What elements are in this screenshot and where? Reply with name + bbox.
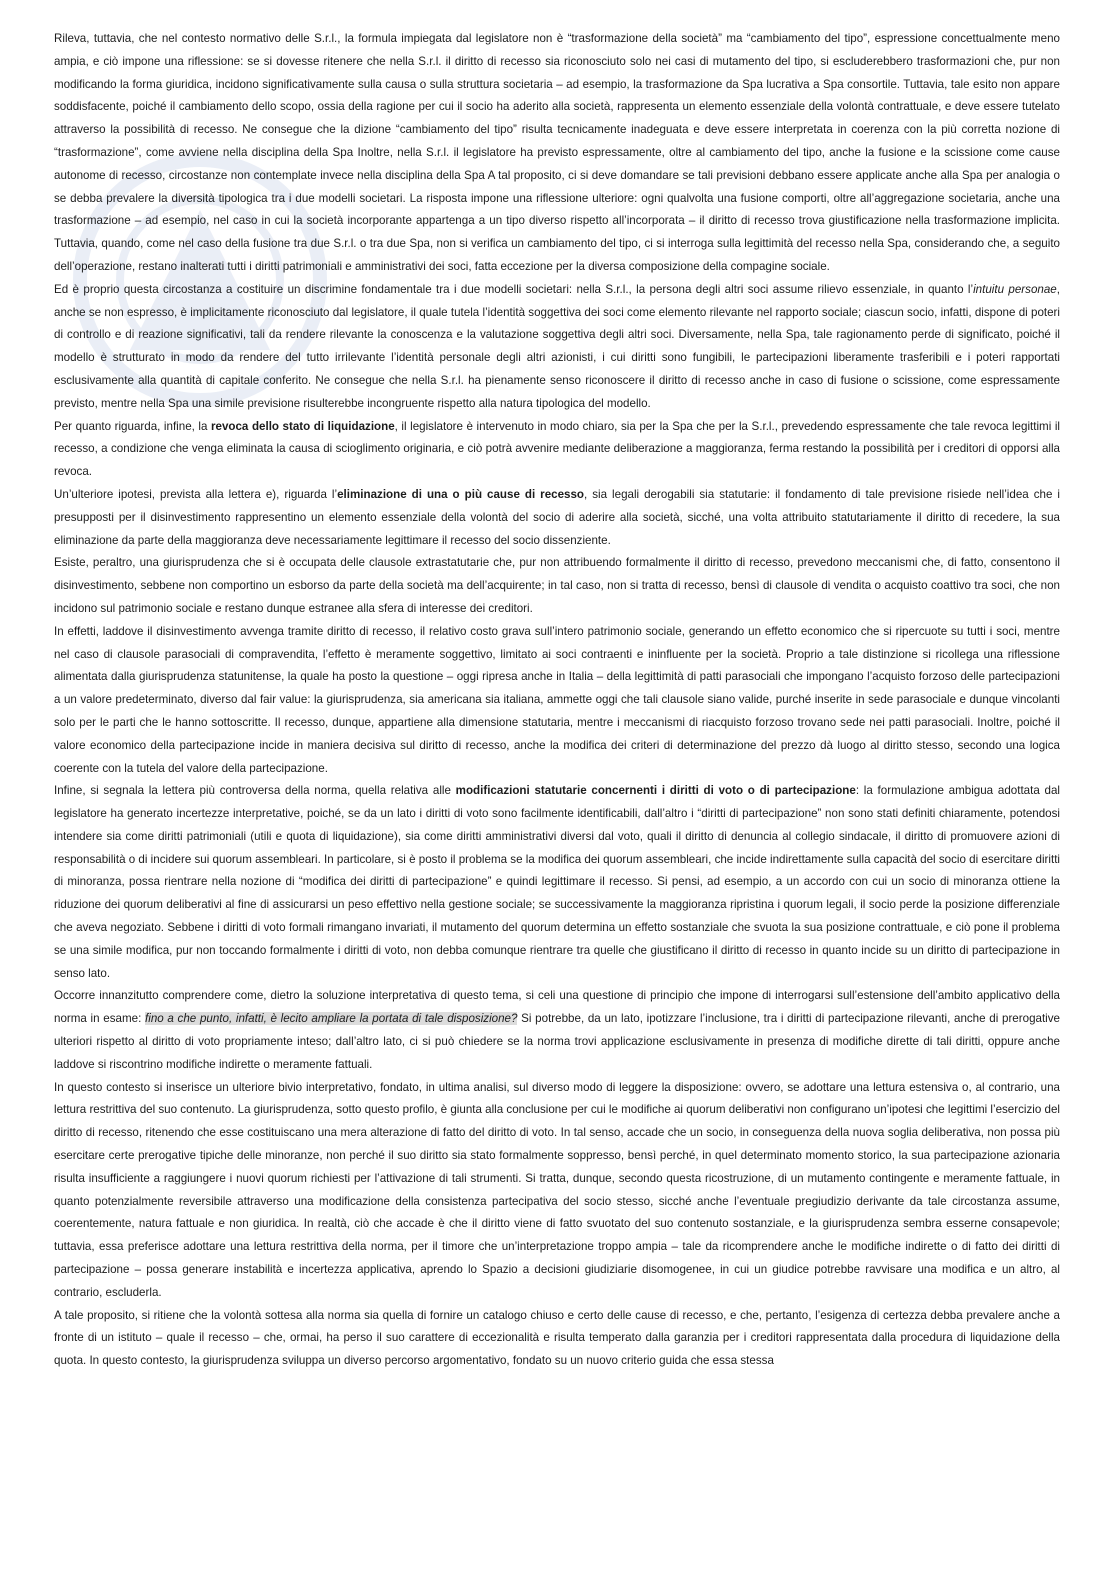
paragraph-8-text-a: Occorre innanzitutto comprendere come, dietro la soluzione interpretativa di questo tema, si celi una questione di principio che impone di interrogarsi sull’estensione dell’ambito applicativo della norma in esame:: [54, 989, 1060, 1026]
paragraph-4-text-a: Un’ulteriore ipotesi, prevista alla lettera e), riguarda l’: [54, 487, 338, 501]
paragraph-3-text-b: , il legislatore è intervenuto in modo chiaro, sia per la Spa che per la S.r.l., prevedendo espressamente che tale revoca legittimi il recesso, a condizione che venga eliminata la causa di scioglimento originaria, e ciò potrà avvenire mediante deliberazione a maggioranza, ferma restando la possibilità per i creditori di opporsi alla revoca.: [54, 419, 1060, 479]
document-body: [54, 28, 1060, 1373]
paragraph-6-text: In effetti, laddove il disinvestimento avvenga tramite diritto di recesso, il relativo costo grava sull’intero patrimonio sociale, generando un effetto economico che si ripercuote su tutti i soci, mentre nel caso di clausole parasociali di compravendita, l’effetto è meramente soggettivo, limitato ai soci contraenti e ininfluente per la società. Proprio a tale distinzione si ricollega una riflessione alimentata dalla giurisprudenza statunitense, la quale ha posto la questione – oggi ripresa anche in Italia – della legittimità di patti parasociali che impongano l’acquisto forzoso delle partecipazioni a un valore predeterminato, diverso dal fair value: la giurisprudenza, sia americana sia italiana, ammette oggi che tali clausole siano valide, purché inserite in sede parasociale e dunque vincolanti solo per le parti che le hanno sottoscritte. Il recesso, dunque, appartiene alla dimensione statutaria, mentre i meccanismi di riacquisto forzoso trovano sede nei patti parasociali. Inoltre, poiché il valore economico della partecipazione incide in maniera decisiva sul diritto di recesso, anche la modifica dei criteri di determinazione del prezzo dà luogo al diritto stesso, secondo una logica coerente con la tutela del valore della partecipazione.: [54, 624, 1060, 775]
eliminazione-cause-term: eliminazione di una o più cause di recesso: [337, 487, 585, 501]
paragraph-4-text-b: , sia legali derogabili sia statutarie: il fondamento di tale previsione risiede nell’idea che i presupposti per il disinvestimento rappresentino un elemento essenziale della volontà del socio di aderire alla società, sicché, una volta attribuito statutariamente il diritto di recedere, la sua eliminazione da parte della maggioranza deve necessariamente legittimare il recesso del socio dissenziente.: [54, 487, 1060, 547]
paragraph-1: [54, 28, 1060, 279]
paragraph-8: [54, 985, 1060, 1076]
modificazioni-statutarie-term: modificazioni statutarie concernenti i diritti di voto o di partecipazione: [455, 784, 856, 798]
paragraph-8-text-b: Si potrebbe, da un lato, ipotizzare l’inclusione, tra i diritti di partecipazione rilevanti, anche di prerogative ulteriori rispetto al diritto di voto propriamente inteso; dall’altro lato, ci si può chiedere se la norma trovi applicazione esclusivamente in presenza di modifiche dirette di tali diritti, oppure anche laddove si riscontrino modifiche indirette o meramente fattuali.: [54, 1012, 1061, 1071]
paragraph-7: [54, 780, 1060, 985]
paragraph-5-text: Esiste, peraltro, una giurisprudenza che si è occupata delle clausole extrastatutarie che, pur non attribuendo formalmente il diritto di recesso, prevedono meccanismi che, di fatto, consentono il disinvestimento, sebbene non comportino un esborso da parte della società ma dell’acquirente; in tal caso, non si tratta di recesso, bensì di clausole di vendita o acquisto coattivo tra soci, che non incidono sul patrimonio sociale e restano dunque estranee alla sfera di interesse dei creditori.: [54, 556, 1060, 615]
paragraph-1-text: Rileva, tuttavia, che nel contesto normativo delle S.r.l., la formula impiegata dal legislatore non è “trasformazione della società” ma “cambiamento del tipo”, espressione concettualmente meno ampia, e ciò impone una riflessione: se si dovesse ritenere che nella S.r.l. il diritto di recesso sia riconosciuto solo nei casi di mutamento del tipo, si escluderebbero trasformazioni che, pur non modificando la forma giuridica, incidono significativamente sulla causa o sulla struttura societaria – ad esempio, la trasformazione da Spa lucrativa a Spa consortile. Tuttavia, tale esito non appare soddisfacente, poiché il cambiamento dello scopo, ossia della ragione per cui il socio ha aderito alla società, rappresenta un elemento essenziale della volontà contrattuale, e deve essere tutelato attraverso la possibilità di recesso. Ne consegue che la dizione “cambiamento del tipo” risulta tecnicamente inadeguata e deve essere interpretata in coerenza con la più corretta nozione di “trasformazione”, come avviene nella disciplina della Spa Inoltre, nella S.r.l. il legislatore ha previsto espressamente, oltre al cambiamento del tipo, anche la fusione e la scissione come cause autonome di recesso, circostanze non contemplate invece nella disciplina della Spa A tal proposito, ci si deve domandare se tali previsioni debbano essere applicate anche alla Spa per analogia o se debba prevalere la diversità tipologica tra i due modelli societari. La risposta impone una riflessione ulteriore: ogni qualvolta una fusione comporti, oltre all’aggregazione societaria, anche una trasformazione – ad esempio, nel caso in cui la società incorporante appartenga a un tipo diverso rispetto all’incorporata – il diritto di recesso trova giustificazione nella trasformazione implicita. Tuttavia, quando, come nel caso della fusione tra due S.r.l. o tra due Spa, non si verifica un cambiamento del tipo, ci si interroga sulla legittimità del recesso nella Spa, considerando che, a seguito dell’operazione, restano inalterati tutti i diritti patrimoniali e amministrativi dei soci, fatta eccezione per la diversa composizione della compagine sociale.: [54, 32, 1060, 273]
paragraph-5: [54, 552, 1060, 620]
highlighted-question: fino a che punto, infatti, è lecito ampliare la portata di tale disposizione?: [145, 1012, 518, 1026]
paragraph-9: [54, 1077, 1060, 1305]
paragraph-2-text-a: Ed è proprio questa circostanza a costituire un discrimine fondamentale tra i due modelli societari: nella S.r.l., la persona degli altri soci assume rilievo essenziale, in quanto l’: [54, 282, 974, 296]
paragraph-6: [54, 621, 1060, 781]
paragraph-2: [54, 279, 1060, 416]
paragraph-3: [54, 416, 1060, 484]
paragraph-3-text-a: Per quanto riguarda, infine, la: [54, 419, 211, 433]
paragraph-4: [54, 484, 1060, 552]
paragraph-9-text: In questo contesto si inserisce un ulteriore bivio interpretativo, fondato, in ultima analisi, sul diverso modo di leggere la disposizione: ovvero, se adottare una lettura estensiva o, al contrario, una lettura restrittiva del suo contenuto. La giurisprudenza, sotto questo profilo, è giunta alla conclusione per cui le modifiche ai quorum deliberativi non configurano un’ipotesi che legittimi l’esercizio del diritto di recesso, ritenendo che esse costituiscano una mera alterazione di fatto del diritto di voto. In tal senso, accade che un socio, in conseguenza della nuova soglia deliberativa, non possa più esercitare certe prerogative tipiche delle minoranze, non perché il suo diritto sia stato formalmente soppresso, bensì perché, in quel determinato momento storico, la sua partecipazione azionaria risulta insufficiente a raggiungere i nuovi quorum richiesti per l’attivazione di tali strumenti. Si tratta, dunque, secondo questa ricostruzione, di un mutamento contingente e meramente fattuale, in quanto potenzialmente reversibile attraverso una modificazione della consistenza partecipativa del socio stesso, sicché anche l’eventuale pregiudizio derivante da tale circostanza assume, coerentemente, natura fattuale e non giuridica. In realtà, ciò che accade è che il diritto viene di fatto svuotato del suo contenuto sostanziale, e la giurisprudenza sembra esserne consapevole; tuttavia, essa preferisce adottare una lettura restrittiva della norma, per il timore che un’interpretazione troppo ampia – tale da ricomprendere anche le modifiche indirette o di fatto dei diritti di partecipazione – possa generare instabilità e incertezza applicativa, aprendo lo Spazio a decisioni giudiziarie disomogenee, in cui un giudice potrebbe ravvisare una modifica e un altro, al contrario, escluderla.: [54, 1080, 1061, 1299]
paragraph-2-text-b: , anche se non espresso, è implicitamente riconosciuto dal legislatore, il quale tutela l’identità soggettiva dei soci come elemento rilevante nel rapporto sociale; ciascun socio, infatti, dispone di poteri di controllo e di reazione significativi, tali da rendere rilevante la conoscenza e la valutazione soggettiva degli altri soci. Diversamente, nella Spa, tale ragionamento perde di significato, poiché il modello è strutturato in modo da rendere del tutto irrilevante l’identità personale degli altri azionisti, i cui diritti sono fungibili, le partecipazioni liberamente trasferibili e i poteri rapportati esclusivamente alla quantità di capitale conferito. Ne consegue che nella S.r.l. ha pienamente senso riconoscere il diritto di recesso anche in caso di fusione o scissione, come espressamente previsto, mentre nella Spa una simile previsione risulterebbe incongruente rispetto alla natura tipologica del modello.: [54, 282, 1060, 410]
paragraph-7-text-b: : la formulazione ambigua adottata dal legislatore ha generato incertezze interpretative, poiché, se da un lato i diritti di voto sono facilmente identificabili, dall’altro i “diritti di partecipazione” non sono stati definiti chiaramente, potendosi intendere sia come diritti patrimoniali (utili e quota di liquidazione), sia come diritti amministrativi diversi dal voto, quali il diritto di denuncia al collegio sindacale, il diritto di promuovere azioni di responsabilità o di incidere sui quorum assembleari. In particolare, si è posto il problema se la modifica dei quorum assembleari, che incide indirettamente sulla capacità del socio di esercitare diritti di minoranza, possa rientrare nella nozione di “modifica dei diritti di partecipazione” e quindi legittimare il recesso. Si pensi, ad esempio, a un accordo con cui un socio di minoranza ottiene la riduzione dei quorum deliberativi al fine di assicurarsi un peso effettivo nella gestione sociale; se successivamente la maggioranza ripristina i quorum legali, il socio perde la posizione differenziale che aveva negoziato. Sebbene i diritti di voto formali rimangano invariati, il mutamento del quorum determina un effetto sostanziale che svuota la sua posizione contrattuale, e ciò pone il problema se una simile modifica, pur non toccando formalmente i diritti di voto, non debba comunque rientrare tra quelle che giustificano il diritto di recesso in quanto incide su un diritto di partecipazione in senso lato.: [54, 784, 1060, 980]
intuitu-personae-term: intuitu personae: [973, 282, 1057, 296]
paragraph-7-text-a: Infine, si segnala la lettera più controversa della norma, quella relativa alle: [54, 784, 456, 798]
revoca-liquidazione-term: revoca dello stato di liquidazione: [211, 419, 395, 433]
paragraph-10-text: A tale proposito, si ritiene che la volontà sottesa alla norma sia quella di fornire un catalogo chiuso e certo delle cause di recesso, e che, pertanto, l’esigenza di certezza debba prevalere anche a fronte di un istituto – quale il recesso – che, ormai, ha perso il suo carattere di eccezionalità e risulta temperato dalla garanzia per i creditori rappresentata dalla procedura di liquidazione della quota. In questo contesto, la giurisprudenza sviluppa un diverso percorso argomentativo, fondato su un nuovo criterio guida che essa stessa: [54, 1308, 1060, 1368]
paragraph-10: [54, 1305, 1060, 1373]
